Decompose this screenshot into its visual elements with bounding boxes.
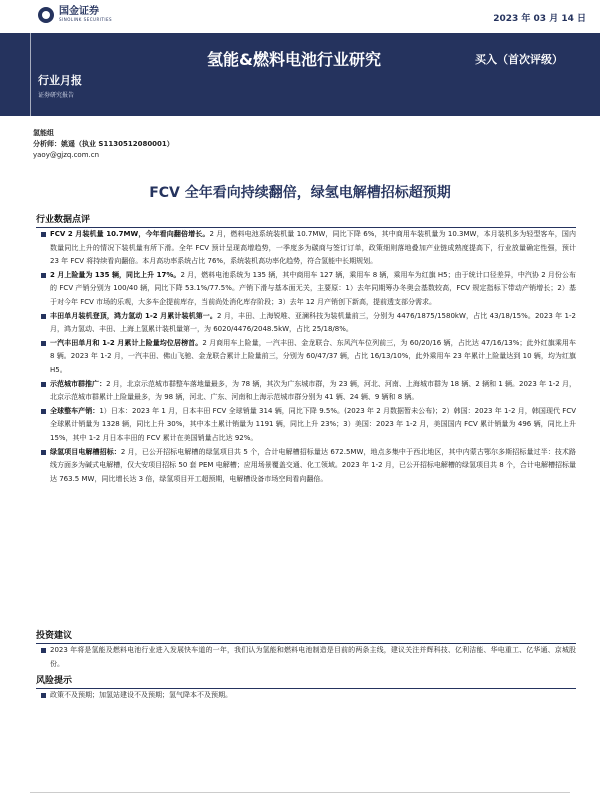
company-logo	[38, 6, 112, 23]
section-list	[36, 644, 576, 671]
analyst-group: 氢能组	[33, 129, 54, 137]
list-item	[36, 269, 576, 310]
footer-divider	[30, 792, 570, 793]
report-header	[0, 0, 600, 116]
list-item	[36, 228, 576, 269]
analyst-email[interactable]: yaoy@gjzq.com.cn	[33, 151, 100, 159]
item-lead: FCV 2 月装机量 10.7MW，今年看向翻倍增长。	[50, 230, 210, 238]
report-date: 2023 年 03 月 14 日	[493, 14, 586, 24]
list-item	[36, 310, 576, 337]
section-heading: 风险提示	[36, 673, 576, 689]
section-list	[36, 228, 576, 486]
list-item	[36, 689, 576, 703]
section-list	[36, 689, 576, 703]
logo-english: SINOLINK SECURITIES	[59, 17, 113, 22]
list-item	[36, 644, 576, 671]
analyst-info	[33, 128, 174, 161]
item-text: 2 月，燃料电池系统装机量 10.7MW，同比下降 6%，其中商用车装机量为 10.3MW，本月装机多为轻型客车，国内数量同比上升的情况下装机量有所下滑。全年 FCV 预计呈现高增趋势，一季度多为碳商与签订订单，政策细则落地叠加产业链成熟度提高下，行业放量确定性强，预计 23 年 FCV 将持续看向翻倍。本月高功率系统占比 76%，系统装机高功率化趋势，符合氢能中长期规划。	[50, 230, 576, 266]
item-text: 2 月，已公开招标电解槽的绿氢项目共 5 个，合计电解槽招标量达 672.5MW，地点多集中于西北地区，其中内蒙古鄂尔多斯招标量过半：技术路线方面多为碱式电解槽，仅大安项目招标 50 套 PEM 电解槽；应用场景覆盖交通、化工领域。2023 年 1-2 月，已公开招标电解槽的绿氢项目共 8 个，合计电解槽招标量达 763.5 MW，同比增长达 3 倍，绿氢项目开工超预期，电解槽设备市场空间看向翻倍。	[50, 447, 576, 483]
section-investment	[36, 628, 576, 671]
analyst-name: 分析师：姚遥（执业 S1130512080001）	[33, 140, 174, 148]
report-type: 行业月报	[38, 74, 82, 87]
header-divider	[30, 33, 31, 116]
item-text: 2 月，丰田、上海锐唯、亚澜科技为装机量前三，分别为 4476/1875/1580kW，占比 43/18/15%。2023 年 1-2 月，鸿力氢动、丰田、上海上氢累计装机量第一，为 6020/4476/2048.5kW，占比 25/18/8%。	[50, 311, 576, 334]
item-lead: 绿氢项目电解槽招标：	[50, 447, 121, 456]
logo-name: 国金证券	[59, 6, 99, 17]
section-industry-data	[36, 212, 576, 486]
list-item	[36, 378, 576, 405]
list-item	[36, 446, 576, 487]
report-title: 氢能&燃料电池行业研究	[207, 50, 381, 69]
item-text: 2 月，燃料电池系统为 135 辆，其中商用车 127 辆，乘用车 8 辆，乘用车为红旗 H5；由于统计口径差异，中汽协 2 月份公布的 FCV 产销分别为 100/40 辆，同比下降 53.1%/77.5%。产销下滑与基本面无关，主要原：1）去年同期筹办冬奥会基数较高，FCV 规定指标下带动产销增长；2）基于对今年 FCV 市场的乐观，大多车企提前库存，当前尚处消化库存阶段；3）去年 12 月产销创下新高，提前透支部分需求。	[50, 270, 576, 306]
item-lead: 丰田单月装机登顶，鸿力氢动 1-2 月累计装机第一。	[50, 311, 218, 320]
item-text: 1）日本：2023 年 1 月，日本丰田 FCV 全球销量 314 辆，同比下降 9.5%。(2023 年 2 月数据暂未公布)；2）韩国：2023 年 1-2 月，韩国现代 FCV 全球累计销量为 1328 辆，同比上升 30%，其中本土累计销量为 1191 辆，同比上升 23%；3）美国：2023 年 1-2 月，美国国内 FCV 累计销量为 496 辆，同比上升 15%，其中 1-2 月日本丰田的 FCV 累计在美国销量占比达 92%。	[50, 406, 577, 442]
section-risk	[36, 673, 576, 703]
list-item	[36, 405, 576, 446]
report-subtype: 证券研究报告	[38, 92, 75, 99]
item-text: 2 月，北京示范城市群整车落地量最多，为 78 辆，其次为广东城市群，为 23 辆，河北、河南、上海城市群为 18 辆、2 辆和 1 辆。2023 年 1-2 月，北京示范城市群累计上险量最多，为 98 辆，河北、广东、河南和上海示范城市群分别为 41 辆、24 辆、9 辆和 8 辆。	[50, 379, 577, 402]
headline: FCV 全年看向持续翻倍，绿氢电解槽招标超预期	[149, 185, 451, 201]
section-heading: 行业数据点评	[36, 212, 576, 228]
item-text: 政策不及预期；加氢站建设不及预期；氢气降本不及预期。	[50, 691, 232, 699]
rating-badge: 买入（首次评级）	[475, 53, 563, 66]
item-text: 2023 年将是氢能及燃料电池行业进入发展快车道的一年，我们认为氢能和燃料电池制造是目前的两条主线，建议关注并辉科技、亿利洁能、华电重工、亿华通、京城股份。	[50, 646, 576, 668]
item-lead: 2 月上险量为 135 辆，同比上升 17%。	[50, 270, 181, 279]
item-lead: 一汽丰田单月和 1-2 月累计上险量均位居榜首。	[50, 338, 203, 347]
item-lead: 全球整车产销：	[50, 406, 100, 415]
item-lead: 示范城市群推广：	[50, 379, 107, 388]
item-text: 2 月商用车上险量，一汽丰田、金龙联合、东风汽车位列前三，为 60/20/16 辆，占比达 47/16/13%；此外红旗乘用车 8 辆。2023 年 1-2 月，一汽丰田、佛山飞驰、金龙联合累计上险量前三，分别为 60/47/37 辆，占比 16/13/10%，此外乘用车 23 年累计上险量达到 10 辆，均为红旗 H5。	[50, 338, 576, 374]
section-heading: 投资建议	[36, 628, 576, 644]
list-item	[36, 337, 576, 378]
logo-mark-icon	[38, 7, 54, 23]
